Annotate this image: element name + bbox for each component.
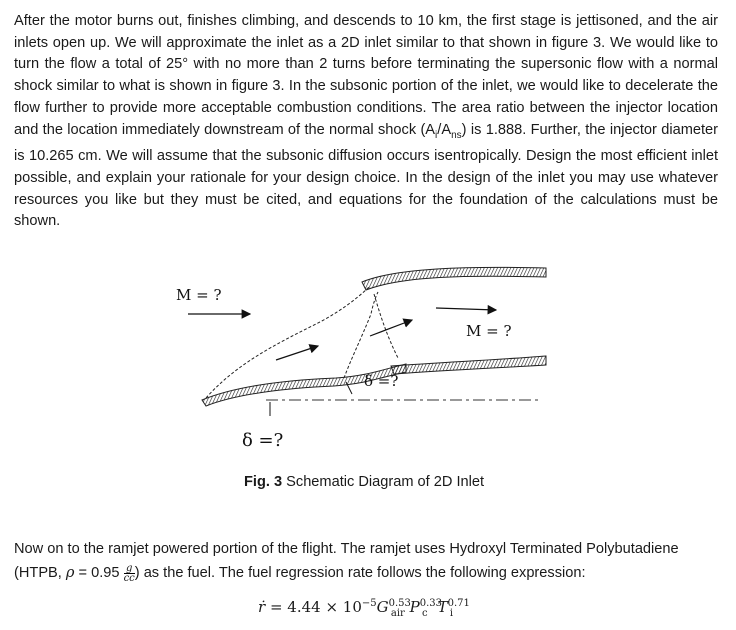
inlet-mach-label: M = ? — [176, 286, 222, 304]
inlet-schematic-diagram — [166, 254, 556, 454]
duct-lower-wall — [391, 356, 546, 374]
flow-arrow-1 — [276, 346, 318, 360]
lower-deflection-label: δ =? — [242, 430, 284, 451]
ramjet-paragraph: Now on to the ramjet powered portion of the flight. The ramjet uses Hydroxyl Terminated Polybutadiene (HTPB, ρ = 0.95 $\frac{g}{cc}$) as the fuel. The fuel regression rate follows the following expression: — [14, 541, 679, 584]
flow-arrow-2 — [370, 320, 412, 336]
flow-arrow-3 — [436, 308, 496, 310]
problem-paragraph: After the motor burns out, finishes climbing, and descends to 10 km, the first stage is jettisoned, and the air inlets open up. We will approximate the inlet as a 2D inlet similar to that shown in figure 3. We would like to turn the flow a total of 25° with no more than 2 turns before terminating the supersonic flow with a normal shock similar to what is shown in figure 3. In the subsonic portion of the inlet, we would like to decelerate the flow further to provide more acceptable combustion conditions. The area ratio between the injector location and the location immediately downstream of the normal shock $(A_i/A_{ns})$ is 1.888. Further, the injector diameter is 10.265 cm. We will assume that the subsonic diffusion occurs isentropically. Design the most efficient inlet possible, and explain your rationale for your design choice. In the design of the inlet you may use whatever resources you like but they must be cited, and equations for the foundation of the calculations must be shown. — [14, 13, 718, 230]
normal-shock — [374, 294, 398, 358]
upper-deflection-label: δ =? — [364, 372, 399, 390]
cowl-wall — [362, 267, 546, 290]
figure-caption: Fig. 3 Schematic Diagram of 2D Inlet — [244, 474, 485, 490]
regression-rate-equation: ṙ = $4.44 \times 10^{-5}G^{0.53}_{air}$ $P^{0.33}_c$ $T^{0.71}_i$ — [258, 598, 470, 619]
exit-mach-label: M = ? — [466, 322, 512, 340]
density-unit-fraction: $\frac{g}{cc}$ — [123, 562, 135, 584]
